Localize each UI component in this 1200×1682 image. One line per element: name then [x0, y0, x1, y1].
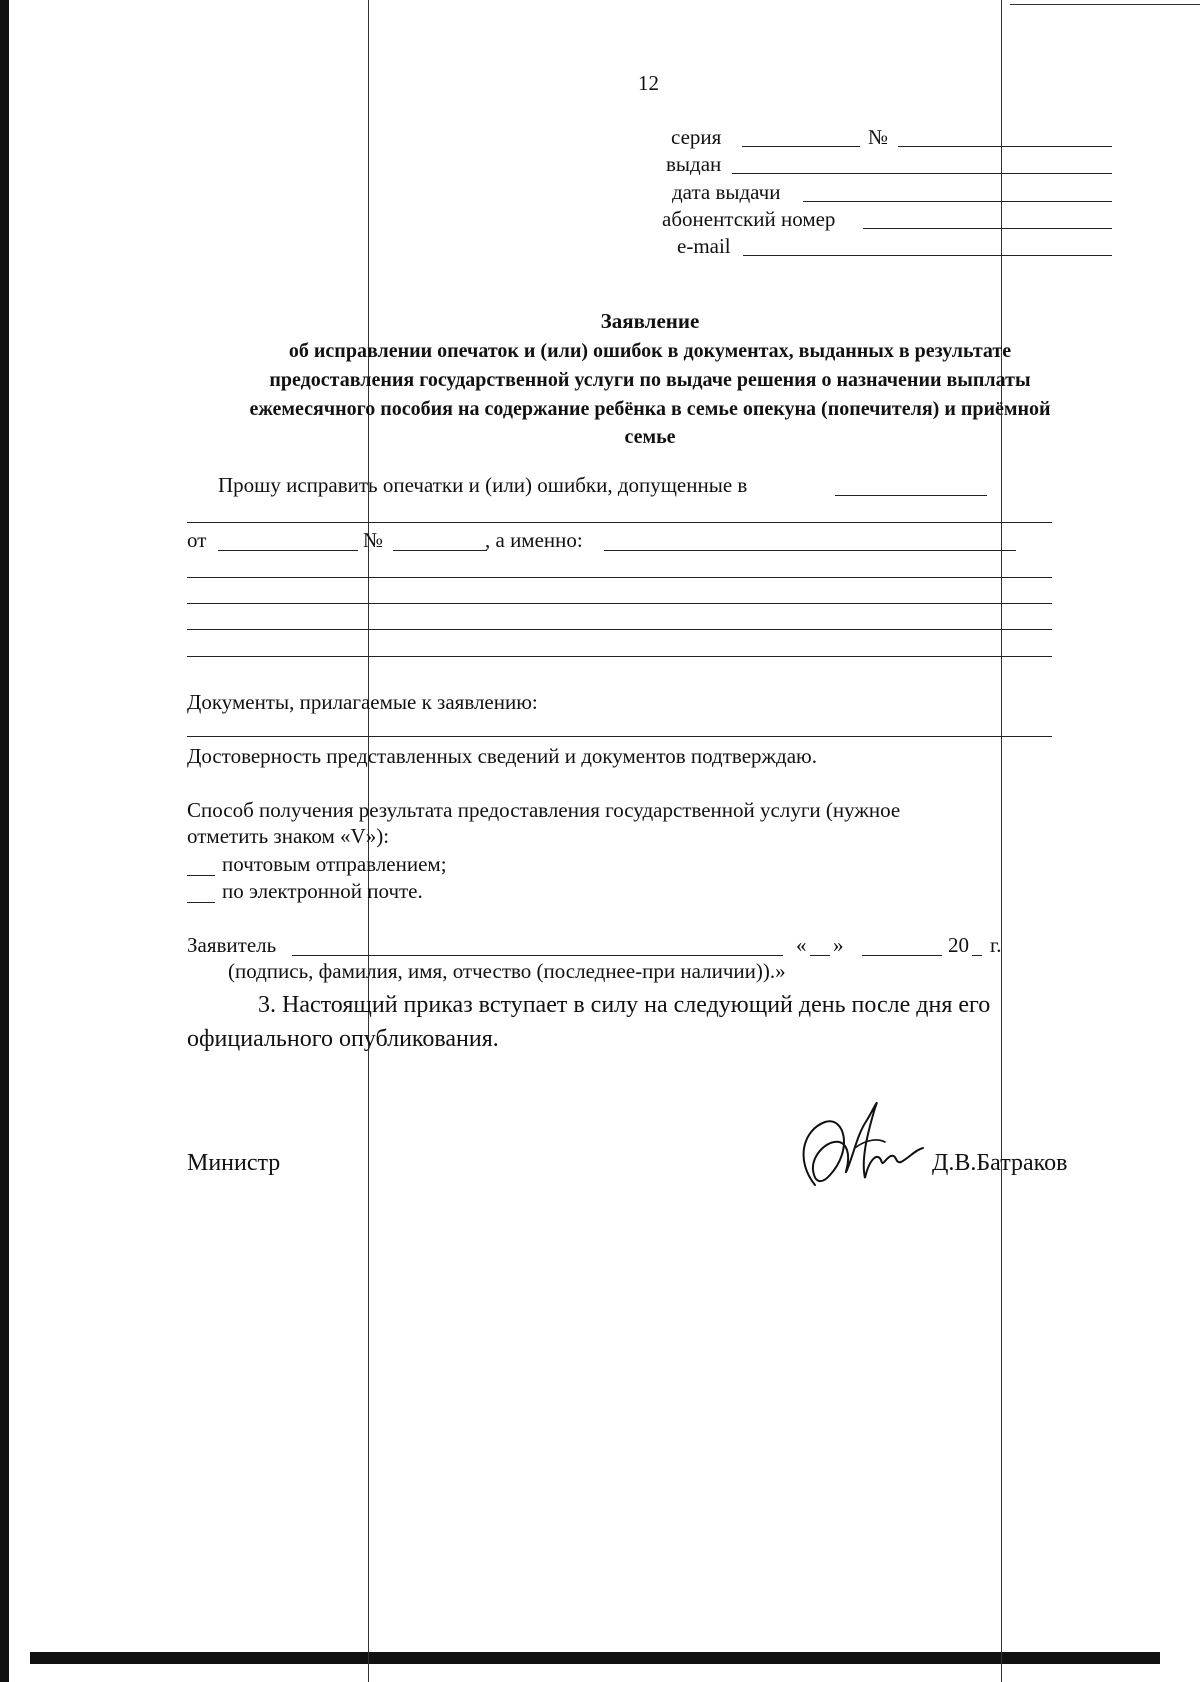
page-number: 12 — [638, 71, 659, 95]
clause3-line-2: официального опубликования. — [187, 1026, 499, 1052]
series-blank — [742, 146, 860, 147]
issued-blank — [732, 173, 1112, 174]
issue-date-blank — [803, 201, 1112, 202]
namely-blank — [604, 550, 1016, 551]
attachments-blank — [187, 736, 1052, 737]
request-text: Прошу исправить опечатки и (или) ошибки, допущенные в — [218, 473, 748, 497]
request-full-line-1 — [187, 522, 1052, 523]
delivery-email-checkbox[interactable] — [187, 902, 215, 903]
scan-fold-line-right — [1001, 0, 1002, 1682]
delivery-intro-1: Способ получения результата предоставления государственной услуги (нужное — [187, 798, 901, 822]
issue-date-label: дата выдачи — [672, 180, 781, 204]
from-date-blank — [218, 550, 358, 551]
email-blank — [743, 255, 1112, 256]
signatory-name: Д.В.Батраков — [932, 1150, 1068, 1176]
quote-open: « — [796, 933, 807, 957]
number-blank — [898, 146, 1112, 147]
email-label: e-mail — [677, 234, 731, 258]
statement-subtitle-3: ежемесячного пособия на содержание ребёнка в семье опекуна (попечителя) и приёмной — [249, 398, 1051, 420]
applicant-label: Заявитель — [187, 933, 277, 957]
namely-label: , а именно: — [485, 528, 583, 552]
request-blank-line-5 — [187, 656, 1052, 657]
request-doc-blank — [835, 495, 987, 496]
clause3-line-1: 3. Настоящий приказ вступает в силу на следующий день после дня его — [258, 992, 991, 1018]
delivery-intro-2: отметить знаком «V»): — [187, 824, 390, 848]
phone-blank — [863, 228, 1112, 229]
statement-subtitle-1: об исправлении опечаток и (или) ошибок в документах, выданных в результате — [288, 340, 1012, 362]
request-blank-line-3 — [187, 603, 1052, 604]
delivery-option-email: по электронной почте. — [222, 879, 423, 903]
series-label: серия — [671, 125, 722, 149]
month-blank — [862, 955, 942, 956]
request-number-sign: № — [363, 528, 384, 552]
day-blank — [810, 955, 830, 956]
statement-subtitle-2: предоставления государственной услуги по выдаче решения о назначении выплаты — [269, 369, 1031, 391]
number-sign: № — [868, 125, 889, 149]
year-suffix: г. — [990, 933, 1002, 957]
scan-left-edge — [0, 0, 9, 1682]
request-number-blank — [393, 550, 487, 551]
applicant-hint: (подпись, фамилия, имя, отчество (последнее-при наличии)).» — [228, 959, 786, 983]
handwritten-signature — [785, 1090, 935, 1200]
year-prefix: 20 — [948, 933, 969, 957]
delivery-mail-checkbox[interactable] — [187, 875, 215, 876]
phone-label: абонентский номер — [662, 207, 836, 231]
applicant-signature-blank — [292, 955, 783, 956]
quote-close: » — [833, 933, 844, 957]
signatory-position: Министр — [187, 1150, 281, 1176]
confirmation-text: Достоверность представленных сведений и документов подтверждаю. — [187, 744, 817, 768]
statement-subtitle-4: семье — [624, 426, 676, 448]
scan-top-right-mark — [1010, 4, 1200, 5]
year-blank — [972, 955, 982, 956]
statement-title: Заявление — [600, 309, 700, 333]
scan-bottom-bar — [30, 1652, 1160, 1664]
request-blank-line-4 — [187, 629, 1052, 630]
issued-label: выдан — [666, 152, 722, 176]
attachments-label: Документы, прилагаемые к заявлению: — [187, 690, 538, 714]
delivery-option-mail: почтовым отправлением; — [222, 852, 447, 876]
from-label: от — [187, 528, 207, 552]
request-blank-line-2 — [187, 577, 1052, 578]
